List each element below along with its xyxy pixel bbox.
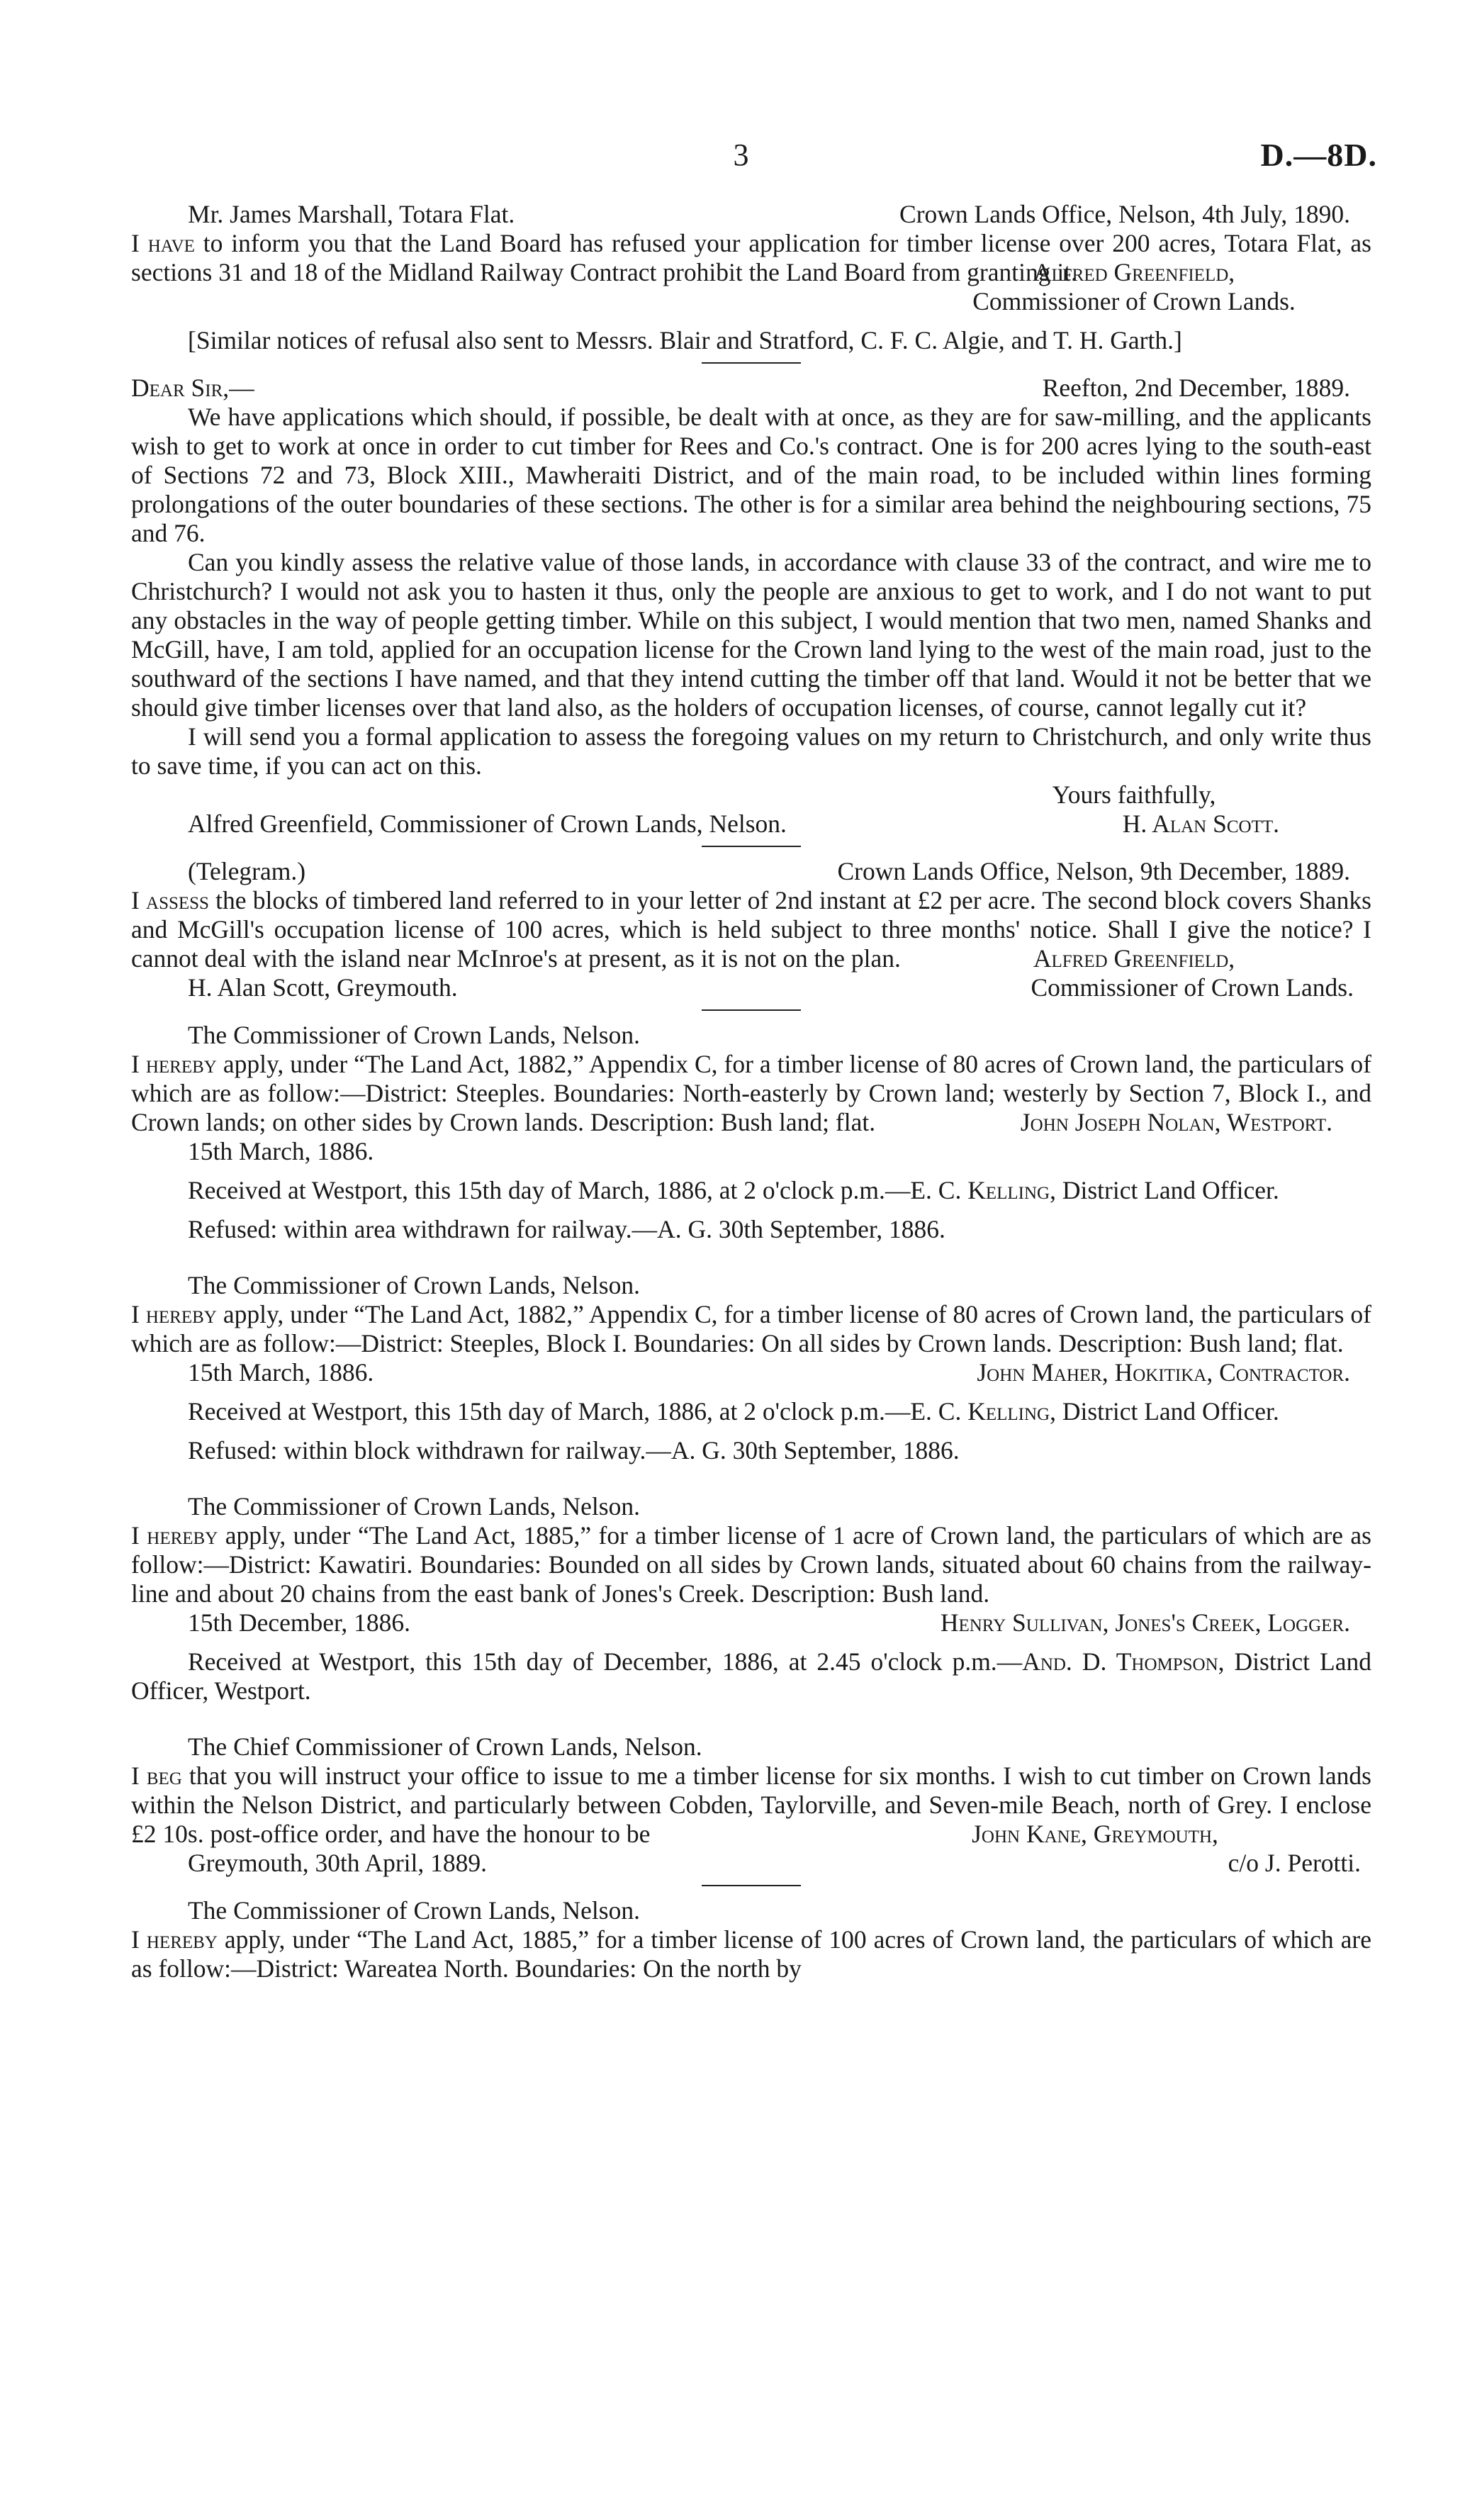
telegram-addressee: H. Alan Scott, Greymouth. <box>188 973 458 1002</box>
application-3-received-tail: District Land Officer, Westport. <box>131 1647 1371 1705</box>
letter-2-footer <box>131 810 1371 839</box>
application-2-refused: Refused: within block withdrawn for railway.—A. G. 30th September, 1886. <box>188 1436 960 1465</box>
application-2-opening: I hereby <box>131 1300 217 1328</box>
letter-1-note: [Similar notices of refusal also sent to Messrs. Blair and Stratford, C. F. C. Algie, and T. H. Garth.] <box>188 326 1182 354</box>
page-number: 3 <box>733 138 749 172</box>
letter-1-header <box>131 200 1371 229</box>
application-3-signature: Henry Sullivan, Jones's Creek, Logger. <box>940 1608 1350 1637</box>
application-2-body <box>131 1300 1371 1358</box>
section-divider <box>702 362 801 364</box>
application-3-text: apply, under “The Land Act, 1885,” for a timber license of 1 acre of Crown land, the particulars of which are as follow:—District: Kawatiri. Boundaries: Bounded on all sides by Crown lands, situated about 60 chains from the railway-line and about 20 chains from the east bank of Jones's Creek. Description: Bush land. <box>131 1521 1371 1608</box>
application-4-text: apply, under “The Land Act, 1885,” for a timber license of 100 acres of Crown land, the particulars of which are as follow:—District: Wareatea North. Boundaries: On the north by <box>131 1925 1371 1983</box>
application-1-received-officer: Kelling, <box>967 1176 1056 1204</box>
application-1-text: apply, under “The Land Act, 1882,” Appendix C, for a timber license of 80 acres of Crown land, the particulars of which are as follow:—District: Steeples. Boundaries: North-easterly by Crown land; westerly by Section 7, Block I., and Crown lands; on other sides by Crown lands. Description: Bush land; flat. <box>131 1050 1371 1136</box>
application-1-received <box>131 1176 1371 1205</box>
application-2-text: apply, under “The Land Act, 1882,” Appendix C, for a timber license of 80 acres of Crown land, the particulars of which are as follow:—District: Steeples, Block I. Boundaries: On all sides by Crown lands. Description: Bush land; flat. <box>131 1300 1371 1357</box>
telegram-text: the blocks of timbered land referred to in your letter of 2nd instant at £2 per acre. The second block covers Shanks and McGill's occupation license of 100 acres, which is held subject to three months' notice. Shall I give the notice? I cannot deal with the island near McInroe's at present, as it is not on the plan. <box>131 886 1371 973</box>
application-3-addressee: The Commissioner of Crown Lands, Nelson. <box>188 1492 640 1521</box>
application-2-addressee: The Commissioner of Crown Lands, Nelson. <box>188 1271 640 1299</box>
letter-2-signature: H. Alan Scott. <box>1122 810 1279 838</box>
application-3-received-text: Received at Westport, this 15th day of December, 1886, at 2.45 o'clock p.m.— <box>188 1647 1023 1676</box>
application-2-received-text: Received at Westport, this 15th day of March, 1886, at 2 o'clock p.m.—E. C. <box>188 1397 968 1426</box>
request-addressee: The Chief Commissioner of Crown Lands, Nelson. <box>188 1732 702 1761</box>
request-text: that you will instruct your office to issue to me a timber license for six months. I wish to cut timber on Crown lands within the Nelson District, and particularly between Cobden, Taylorville, and Seven-mile Beach, north of Grey. I enclose £2 10s. post-office order, and have the honour to be <box>131 1762 1371 1848</box>
application-4-body <box>131 1925 1371 1983</box>
application-2-received <box>131 1397 1371 1426</box>
telegram-label: (Telegram.) <box>188 857 306 885</box>
letter-2-closing: Yours faithfully, <box>1052 780 1216 809</box>
telegram-signature: Alfred Greenfield, <box>1033 944 1235 973</box>
letter-1-title: Commissioner of Crown Lands. <box>972 287 1296 315</box>
application-2-footer <box>131 1358 1371 1387</box>
letter-1-place-date: Crown Lands Office, Nelson, 4th July, 1890. <box>899 200 1350 228</box>
request-opening: I beg <box>131 1762 182 1790</box>
application-1-received-text: Received at Westport, this 15th day of March, 1886, at 2 o'clock p.m.—E. C. <box>188 1176 968 1204</box>
telegram-header <box>131 857 1371 886</box>
application-4-addressee: The Commissioner of Crown Lands, Nelson. <box>188 1896 640 1925</box>
letter-2-addressee: Alfred Greenfield, Commissioner of Crown Lands, Nelson. <box>188 810 787 838</box>
letter-1-opening: I have <box>131 229 195 257</box>
document-reference: D.—8D. <box>1260 137 1377 173</box>
letter-2-paragraph-1: We have applications which should, if possible, be dealt with at once, as they are for saw-milling, and the applicants wish to get to work at once in order to cut timber for Rees and Co.'s contract. One is for 200 acres lying to the south-east of Sections 72 and 73, Block XIII., Mawheraiti District, and of the main road, to be included within lines forming prolongations of the outer boundaries of these sections. The other is for a similar area behind the neighbouring sections, 75 and 76. <box>131 403 1371 547</box>
letter-2-header <box>131 374 1371 403</box>
application-1-date: 15th March, 1886. <box>188 1137 374 1165</box>
request-footer <box>131 1849 1371 1878</box>
request-care-of: c/o J. Perotti. <box>1228 1849 1361 1877</box>
document-body <box>131 200 1371 1983</box>
telegram-title: Commissioner of Crown Lands. <box>1031 973 1354 1002</box>
section-divider <box>702 846 801 847</box>
application-3-date: 15th December, 1886. <box>188 1608 411 1637</box>
letter-2-salutation: Dear Sir,— <box>131 374 254 402</box>
application-1-addressee: The Commissioner of Crown Lands, Nelson. <box>188 1021 640 1049</box>
application-3-footer <box>131 1608 1371 1637</box>
application-3-received-officer: And. D. Thompson, <box>1022 1647 1225 1676</box>
letter-2-paragraph-2: Can you kindly assess the relative value of those lands, in accordance with clause 33 of the contract, and wire me to Christchurch? I would not ask you to hasten it thus, only the people are anxious to get to work, and I do not want to put any obstacles in the way of people getting timber. While on this subject, I would mention that two men, named Shanks and McGill, have, I am told, applied for an occupation license for the Crown land lying to the west of the main road, just to the southward of the sections I have named, and that they intend cutting the timber off that land. Would it not be better that we should give timber licenses over that land also, as the holders of occupation licenses, of course, cannot legally cut it? <box>131 548 1371 722</box>
letter-2-place-date: Reefton, 2nd December, 1889. <box>1042 374 1350 402</box>
application-1-opening: I hereby <box>131 1050 217 1078</box>
application-1-refused: Refused: within area withdrawn for railway.—A. G. 30th September, 1886. <box>188 1215 945 1243</box>
application-2-received-tail: District Land Officer. <box>1062 1397 1279 1426</box>
request-place-date: Greymouth, 30th April, 1889. <box>188 1849 488 1877</box>
application-2-date: 15th March, 1886. <box>188 1358 374 1387</box>
request-signature: John Kane, Greymouth, <box>972 1820 1218 1848</box>
letter-1-addressee: Mr. James Marshall, Totara Flat. <box>188 200 515 228</box>
telegram-footer <box>131 973 1371 1002</box>
telegram-opening: I assess <box>131 886 209 914</box>
letter-2-paragraph-3: I will send you a formal application to assess the foregoing values on my return to Christchurch, and only write thus to save time, if you can act on this. <box>131 722 1371 780</box>
letter-1-signature: Alfred Greenfield, <box>1033 258 1235 286</box>
application-3-received <box>131 1647 1371 1706</box>
application-3-body <box>131 1521 1371 1608</box>
application-1-signature: John Joseph Nolan, Westport. <box>1020 1108 1332 1136</box>
application-3-opening: I hereby <box>131 1521 218 1550</box>
application-2-received-officer: Kelling, <box>967 1397 1056 1426</box>
section-divider <box>702 1885 801 1886</box>
application-1-received-tail: District Land Officer. <box>1062 1176 1279 1204</box>
section-divider <box>702 1009 801 1011</box>
letter-1-text: to inform you that the Land Board has refused your application for timber license over 200 acres, Totara Flat, as sections 31 and 18 of the Midland Railway Contract prohibit the Land Board from granting it. <box>131 229 1371 286</box>
application-4-opening: I hereby <box>131 1925 218 1954</box>
application-2-signature: John Maher, Hokitika, Contractor. <box>977 1358 1350 1387</box>
telegram-place-date: Crown Lands Office, Nelson, 9th December, 1889. <box>837 857 1350 885</box>
